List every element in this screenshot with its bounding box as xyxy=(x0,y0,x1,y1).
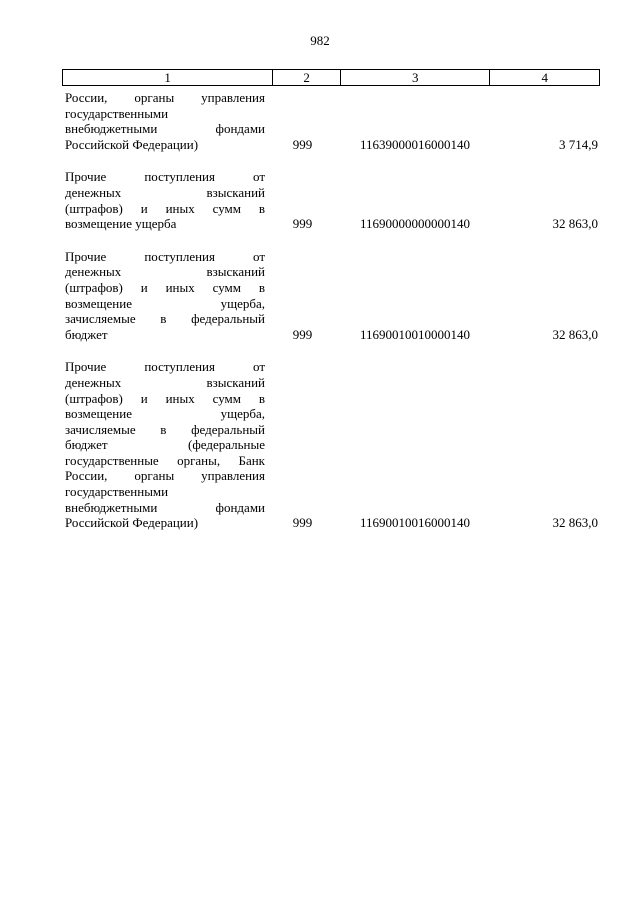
description-line: Прочие поступления от xyxy=(65,248,265,264)
description-line: Российской Федерации) xyxy=(65,515,199,531)
table-row xyxy=(62,90,600,152)
admin-code: 999 xyxy=(292,216,313,232)
description-line: Прочие поступления от xyxy=(65,169,265,185)
description-line: денежных взысканий xyxy=(65,374,265,390)
amount-value: 32 863,0 xyxy=(552,515,598,531)
amount-value: 3 714,9 xyxy=(559,136,598,152)
description-line: государственными xyxy=(65,484,169,500)
description-line: государственными xyxy=(65,105,169,121)
description-line: зачисляемые в федеральный xyxy=(65,311,265,327)
description-line: возмещение ущерба, xyxy=(65,295,265,311)
income-code: 11690010016000140 xyxy=(359,515,471,531)
table-row xyxy=(62,359,600,531)
description-line: России, органы управления xyxy=(65,90,265,105)
amount-value: 32 863,0 xyxy=(552,326,598,342)
description-line: (штрафов) и иных сумм в xyxy=(65,390,265,406)
description-line: зачисляемые в федеральный xyxy=(65,421,265,437)
row-description xyxy=(62,169,265,231)
description-line: бюджет (федеральные xyxy=(65,437,265,453)
description-line: Российской Федерации) xyxy=(65,136,199,152)
description-line: внебюджетными фондами xyxy=(65,499,265,515)
page-number: 982 xyxy=(310,33,330,48)
revenue-table xyxy=(62,69,600,531)
admin-code: 999 xyxy=(292,515,313,531)
description-line: (штрафов) и иных сумм в xyxy=(65,200,265,216)
table-row xyxy=(62,249,600,343)
table-row xyxy=(62,169,600,231)
description-line: государственные органы, Банк xyxy=(65,452,265,468)
row-description xyxy=(62,249,265,343)
description-line: России, органы управления xyxy=(65,468,265,484)
admin-code: 999 xyxy=(292,136,313,152)
income-code: 11639000016000140 xyxy=(359,136,471,152)
row-description xyxy=(62,359,265,531)
column-header-1: 1 xyxy=(164,70,171,85)
amount-value: 32 863,0 xyxy=(552,216,598,232)
income-code: 11690000000000140 xyxy=(359,216,471,232)
description-line: возмещение ущерба xyxy=(65,216,177,232)
column-header-4: 4 xyxy=(489,70,599,85)
description-line: возмещение ущерба, xyxy=(65,406,265,422)
description-line: (штрафов) и иных сумм в xyxy=(65,279,265,295)
description-line: внебюджетными фондами xyxy=(65,121,265,137)
description-line: денежных взысканий xyxy=(65,264,265,280)
column-header-2: 2 xyxy=(272,70,340,85)
row-description xyxy=(62,90,265,152)
admin-code: 999 xyxy=(292,326,313,342)
description-line: Прочие поступления от xyxy=(65,359,265,375)
description-line: бюджет xyxy=(65,326,108,342)
description-line: денежных взысканий xyxy=(65,184,265,200)
income-code: 11690010010000140 xyxy=(359,326,471,342)
table-header-row xyxy=(62,69,600,86)
column-header-3: 3 xyxy=(340,70,489,85)
